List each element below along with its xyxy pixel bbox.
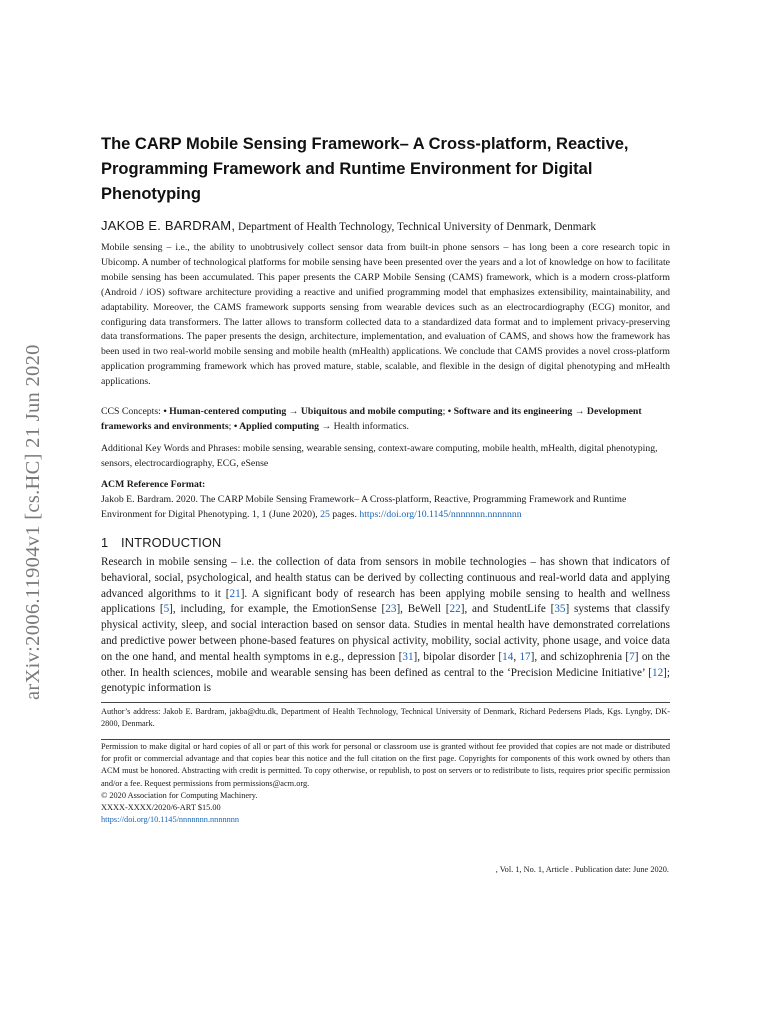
ccs-item: • Human-centered computing → Ubiquitous and mobile computing [163,406,443,417]
intro-text: ]. A significant body of research has been applying mobile sensing to health and wellness applications [ [101,587,670,616]
acm-reference [101,478,670,523]
section-title: INTRODUCTION [121,535,222,550]
citation-link[interactable]: 17 [519,650,531,663]
section-number: 1 [101,535,109,550]
citation-link[interactable]: 23 [385,603,397,616]
author-line [101,218,670,235]
section-heading [101,535,670,550]
ccs-label: CCS Concepts: [101,406,164,417]
intro-text: ], and schizophrenia [ [530,650,630,663]
ccs-item-rest: → Health informatics. [319,420,409,432]
citation-link[interactable]: 5 [163,603,170,616]
author-affiliation: Department of Health Technology, Technical University of Denmark, Denmark [237,221,597,233]
title-line: The CARP Mobile Sensing Framework– A Cross-platform, Reactive, [101,135,629,153]
title-line: Programming Framework and Runtime Environment for Digital [101,160,593,178]
arxiv-identifier-stamp: arXiv:2006.11904v1 [cs.HC] 21 Jun 2020 [22,344,44,700]
doi-link[interactable]: https://doi.org/10.1145/nnnnnnn.nnnnnnn [359,508,522,520]
citation-link[interactable]: 12 [651,666,664,679]
citation-link[interactable]: 14 [502,650,514,663]
ccs-item: • Software and its engineering → Development frameworks and environments [101,406,642,432]
abstract: Mobile sensing – i.e., the ability to unobtrusively collect sensor data from built-in phone sensors – has long been a core research topic in Ubicomp. A number of technological platforms for mobile sensing have been presented over the years and a lot of knowledge on how to facilitate mobile sensing has been accumulated. This paper presents the CARP Mobile Sensing (CAMS) framework, which is a modern cross-platform (Android / iOS) software architecture providing a reactive and unified programming model that emphasizes extensibility, maintainability, and adaptability. Moreover, the CAMS framework supports sensing from wearable devices such as an electrocardiography (ECG) monitor, and configuring data transformers. The latter allows to transform collected data to a standardized data format and to implement privacy-preserving data transformations. The paper presents the design, architecture, implementation, and evaluation of CAMS, and shows how the framework has been used in two real-world mobile sensing and mobile health (mHealth) applications. We conclude that CAMS provides a novel cross-platform application programming framework which has proved mature, stable, scalable, and flexible in the design of digital phenotyping and mHealth applications. [101,242,670,388]
intro-text: ] on the other. In health sciences, mobile and wearable sensing has been defined as central to the ‘Precision Medicine Initiative’ [ [101,650,671,679]
intro-text: , [513,650,520,663]
issn-line: XXXX-XXXX/2020/6-ART $15.00 [101,803,221,813]
citation-link[interactable]: 22 [449,603,461,616]
intro-text: Research in mobile sensing – i.e. the collection of data from sensors in mobile technologies – has shown that indicators of behavioral, social, psychological, and health status can be derived by collecting continuous and real-world data and applying advanced algorithms to it [ [101,556,670,600]
keywords: Additional Key Words and Phrases: mobile sensing, wearable sensing, context-aware computing, mobile health, mHealth, digital phenotyping, sensors, electrocardiography, ECG, eSense [101,443,658,469]
intro-text: ], bipolar disorder [ [413,650,503,663]
introduction-body [101,555,670,697]
acm-reference-label: ACM Reference Format: [101,479,206,490]
ccs-separator: ; [442,406,448,417]
footnote-divider [101,702,670,703]
permission-doi-link[interactable]: https://doi.org/10.1145/nnnnnnn.nnnnnnn [101,815,240,825]
intro-text: ], and StudentLife [ [460,603,555,616]
ccs-concepts [101,405,670,435]
citation-link[interactable]: 35 [554,603,566,616]
intro-text: ]; genotypic information is [101,666,670,695]
permission-text: Permission to make digital or hard copies of all or part of this work for personal or classroom use is granted without fee provided that copies are not made or distributed for profit or commercial advantage and that copies bear this notice and the full citation on the first page. Copyrights for components of this work owned by others than ACM must be honored. Abstracting with credit is permitted. To copy otherwise, or republish, to post on servers or to redistribute to lists, requires prior specific permission and/or a fee. Request permissions from permissions@acm.org. [101,742,670,788]
page-footer: , Vol. 1, No. 1, Article . Publication date: June 2020. [495,865,669,874]
citation-link[interactable]: 21 [229,587,241,600]
intro-text: ], including, for example, the EmotionSense [ [169,603,386,616]
pages-suffix: pages. [329,508,360,520]
ccs-separator: ; [228,420,234,432]
acm-reference-text: Jakob E. Bardram. 2020. The CARP Mobile Sensing Framework– A Cross-platform, Reactive, Programming Framework and Runtime Environment for Digital Phenotyping. 1, 1 (June 2020), [101,493,627,520]
author-address-footnote: Author’s address: Jakob E. Bardram, jakba@dtu.dk, Department of Health Technology, Technical University of Denmark, Richard Pedersens Plads, Kgs. Lyngby, DK-2800, Denmark. [101,707,670,729]
permission-notice [101,741,670,826]
permission-divider [101,739,670,740]
paper-title [101,132,670,207]
author-name: JAKOB E. BARDRAM, [101,218,236,233]
citation-link[interactable]: 31 [402,650,414,663]
intro-text: ] systems that classify physical activity, sleep, and social interaction based on sensor data. Studies in mental health have demonstrated correlations and predictive power between phone-based features on physical activity, mobility, social activity, phone usage, and voice data on the one hand, and mental health symptoms in e.g., depression [ [101,603,670,663]
pages-link[interactable]: 25 [320,508,330,520]
ccs-item: • Applied computing [233,420,320,432]
intro-text: ], BeWell [ [396,603,450,616]
title-line: Phenotyping [101,185,201,203]
citation-link[interactable]: 7 [629,650,635,663]
copyright-line: © 2020 Association for Computing Machinery. [101,790,258,800]
